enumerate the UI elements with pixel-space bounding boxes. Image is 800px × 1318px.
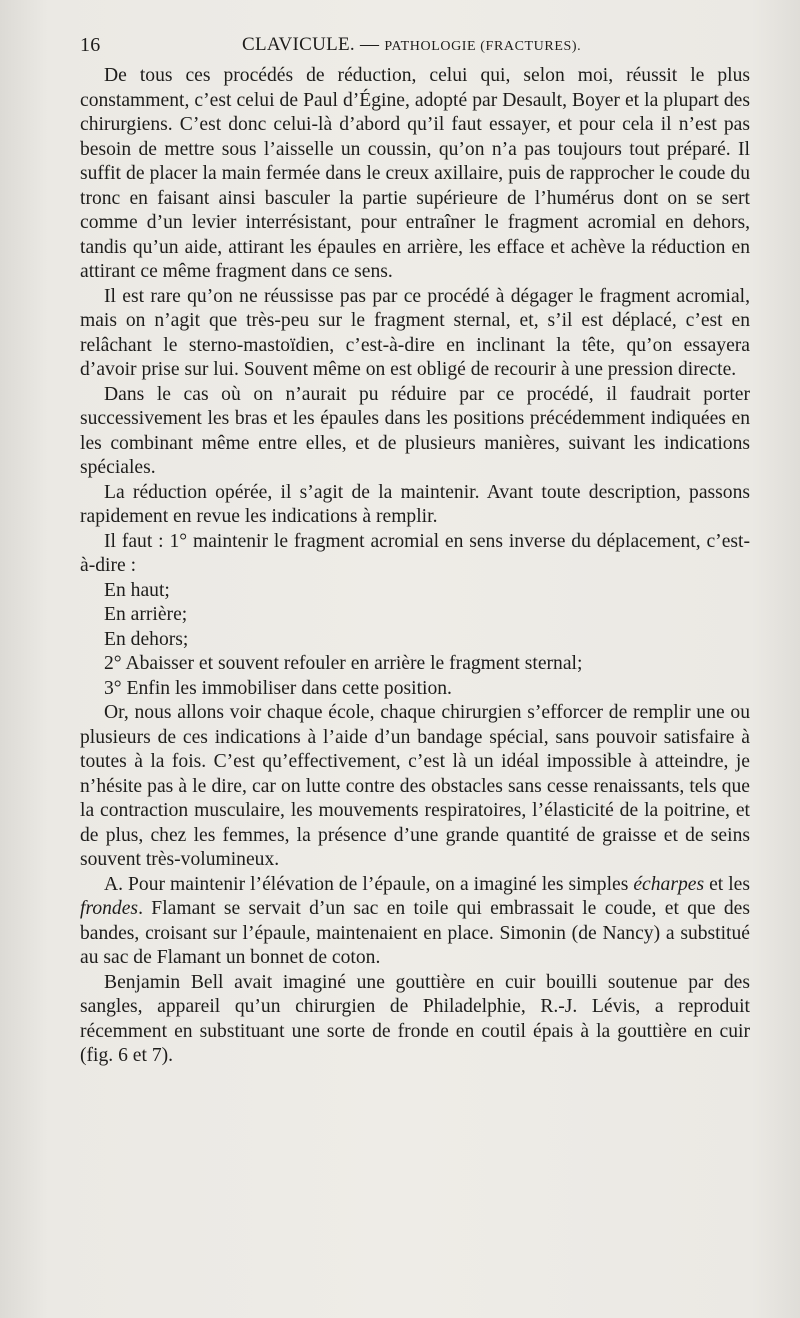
term-frondes: frondes [80, 898, 139, 919]
page-number: 16 [80, 34, 101, 56]
paragraph-benjamin-bell: Benjamin Bell avait imaginé une gouttière en cuir bouilli soutenue par des sangles, appareil qu’un chirurgien de Philadelphie, R.-J. Lévis, a reproduit récemment en substituant une sorte de fronde en coutil épais à la gouttière en cuir (fig. 6 et 7). [80, 971, 750, 1066]
term-echarpes: écharpes [633, 873, 705, 895]
page-body [80, 64, 750, 1069]
running-title-sub: PATHOLOGIE (FRACTURES). [384, 39, 582, 54]
paragraph-indications: Il faut : 1° maintenir le fragment acromial en sens inverse du déplacement, c’est-à-dire : [80, 530, 750, 576]
paragraph-a-mid: et les [709, 873, 750, 895]
paragraph-a-lead: A. Pour maintenir l’élévation de l’épaule, on a imaginé les simples [104, 873, 629, 895]
paragraph-maintain-reduction: La réduction opérée, il s’agit de la maintenir. Avant toute description, passons rapidement en revue les indications à remplir. [80, 481, 750, 527]
running-title [242, 34, 581, 56]
running-title-main: CLAVICULE. — [242, 34, 380, 55]
list-item: En arrière; [104, 604, 188, 625]
list-item: En haut; [104, 579, 170, 601]
list-item: En dehors; [104, 628, 189, 650]
paragraph-elevation-shoulder [80, 873, 750, 971]
paragraph-alternative-positions: Dans le cas où on n’aurait pu réduire par ce procédé, il faudrait porter successivement les bras et les épaules dans les positions précédemment indiquées en les combinant même entre elles, et de plusieurs manières, suivant les indications spéciales. [80, 383, 750, 478]
paragraph-acromial-fragment: Il est rare qu’on ne réussisse pas par ce procédé à dégager le fragment acromial, mais on n’agit que très-peu sur le fragment sternal, et, s’il est déplacé, c’est en relâchant le sterno-mastoïdien, c’est-à-dire en inclinant la tête, qu’on essayera d’avoir prise sur lui. Souvent même on est obligé de recourir à une pression directe. [80, 285, 750, 380]
numbered-item: 3° Enfin les immobiliser dans cette position. [104, 677, 452, 699]
numbered-item: 2° Abaisser et souvent refouler en arrière le fragment sternal; [104, 653, 583, 674]
paragraph-obstacles: Or, nous allons voir chaque école, chaque chirurgien s’efforcer de remplir une ou plusieurs de ces indications à l’aide d’un bandage spécial, sans pouvoir satisfaire à toutes à la fois. C’est qu’effectivement, c’est là un idéal impossible à atteindre, je n’hésite pas à le dire, car on lutte contre des obstacles sans cesse renaissants, tels que la contraction musculaire, les mouvements respiratoires, l’élasticité de la poitrine, et de plus, chez les femmes, la présence d’une grande quantité de graisse et de seins souvent très-volumineux. [80, 702, 750, 870]
paragraph-a-rest: . Flamant se servait d’un sac en toile qui embrassait le coude, et que des bandes, croisant sur l’épaule, maintenaient en place. Simonin (de Nancy) a substitué au sac de Flamant un bonnet de coton. [80, 898, 750, 968]
paragraph-reduction-procedure: De tous ces procédés de réduction, celui qui, selon moi, réussit le plus constamment, c’est celui de Paul d’Égine, adopté par Desault, Boyer et la plupart des chirurgiens. C’est donc celui-là d’abord qu’il faut essayer, et pour cela il n’est pas besoin de mettre sous l’aisselle un coussin, qu’on n’a pas toujours tout préparé. Il suffit de placer la main fermée dans le creux axillaire, puis de rapprocher le coude du tronc en faisant ainsi basculer la partie supérieure de l’humérus dont on se sert comme d’un levier interrésistant, pour entraîner le fragment acromial en dehors, tandis qu’un aide, attirant les épaules en arrière, les efface et achève la réduction en attirant ce même fragment dans ce sens. [80, 65, 750, 282]
page-header [80, 30, 750, 62]
